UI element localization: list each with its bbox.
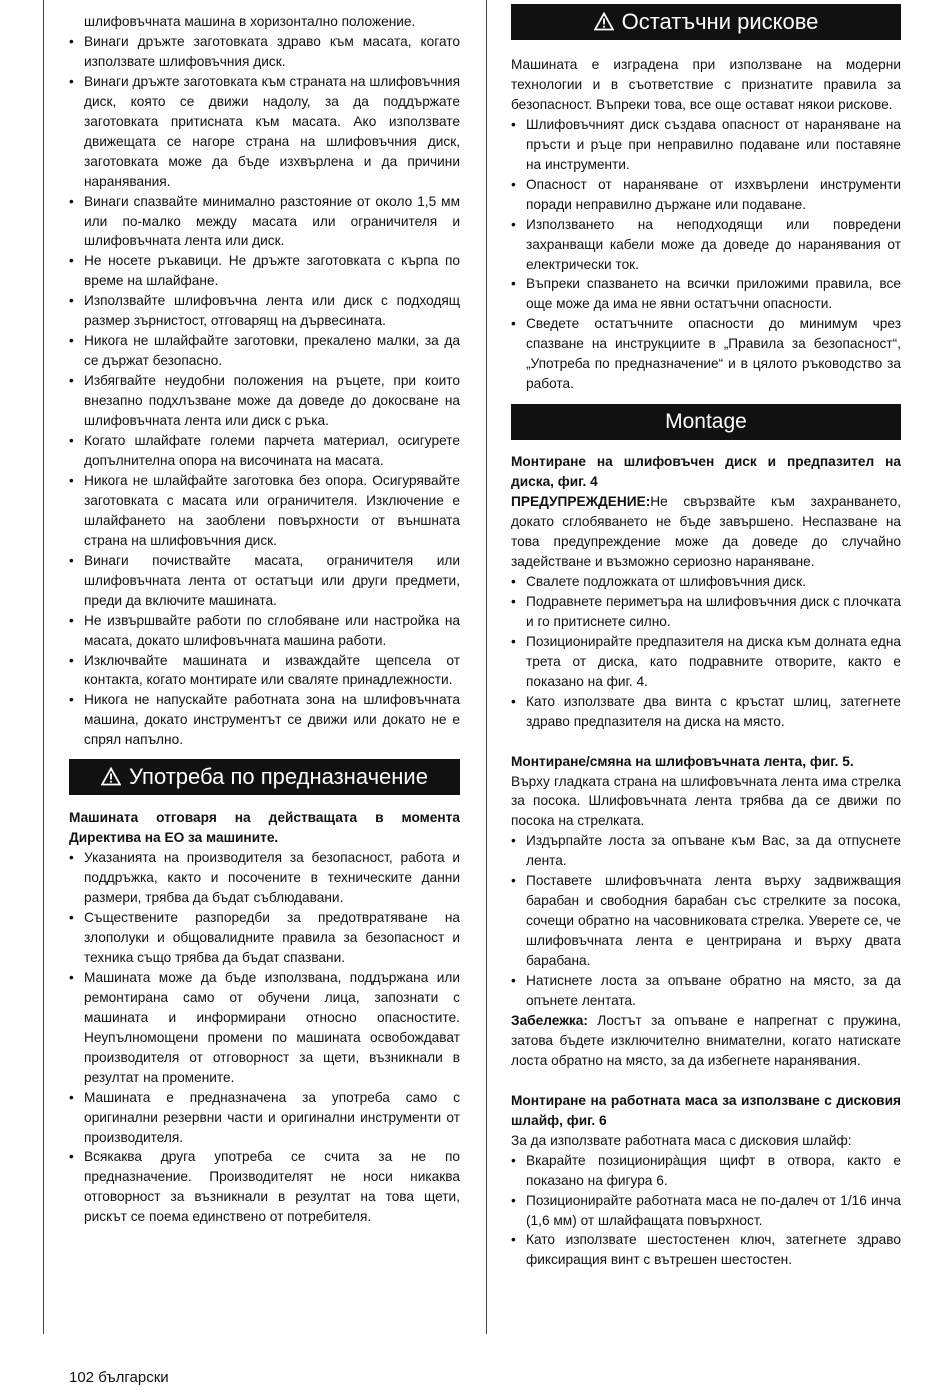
right-column bbox=[511, 4, 901, 1270]
list-item: • Натиснете лоста за опъване обратно на място, за да опънете лентата. bbox=[511, 971, 901, 1011]
list-item: • Никога не напускайте работната зона на шлифовъчната машина, докато инструментът се движи или докато не е спрял напълно. bbox=[69, 690, 460, 750]
list-item: • Издърпайте лоста за опъване към Вас, за да отпуснете лента. bbox=[511, 831, 901, 871]
usage-intro: Машината отговаря на действащата в момента Директива на ЕО за машините. bbox=[69, 810, 460, 846]
list-item: • Винаги спазвайте минимално разстояние от около 1,5 мм или по-малко между масата или ограничителя и шлифовъчната лента или диск. bbox=[69, 192, 460, 252]
list-item: • Не извършвайте работи по сглобяване или настройка на масата, докато шлифовъчната машина работи. bbox=[69, 611, 460, 651]
note-text: Лостът за опъване е напрегнат с пружина, затова бъдете изключително внимателни, когато натискате лоста обратно на място, за да избегнете наранявания. bbox=[511, 1012, 901, 1068]
list-item: • Когато шлайфате големи парчета материал, осигурете допълнителна опора на височината на масата. bbox=[69, 431, 460, 471]
disc-steps bbox=[511, 572, 901, 732]
safety-list bbox=[69, 32, 460, 750]
left-margin-rule bbox=[43, 0, 44, 1334]
list-item: • Вкарайте позиционирàщия щифт в отвора, както е показано на фигура 6. bbox=[511, 1151, 901, 1191]
list-item: • Шлифовъчният диск създава опасност от нараняване на пръсти и ръце при неправилно подаване или поставяне на инструменти. bbox=[511, 115, 901, 175]
warning-triangle-icon bbox=[101, 761, 121, 797]
page-footer: 102 български bbox=[69, 1369, 169, 1386]
list-item: • Не носете ръкавици. Не дръжте заготовката с кърпа по време на шлайфане. bbox=[69, 251, 460, 291]
list-item: • Опасност от нараняване от изхвърлени инструменти поради неправилно държане или подаване. bbox=[511, 175, 901, 215]
residual-list bbox=[511, 115, 901, 394]
list-item: • Използването на неподходящи или повредени захранващи кабели може да доведе до наранявания от електрически ток. bbox=[511, 215, 901, 275]
list-item: • Никога не шлайфайте заготовка без опора. Осигурявайте заготовката с масата или ограничителя. Изключение е шлайфането на заоблени повърхности от външната страна на шлифовъчния диск. bbox=[69, 471, 460, 551]
list-item: • Машината е предназначена за употреба само с оригинални резервни части и оригинални инструменти от производителя. bbox=[69, 1088, 460, 1148]
table-intro: За да използвате работната маса с дисковия шлайф: bbox=[511, 1132, 852, 1148]
list-item: • Винаги дръжте заготовката здраво към масата, когато използвате шлифовъчния диск. bbox=[69, 32, 460, 72]
warning-triangle-icon bbox=[594, 6, 614, 42]
list-item: • Съществените разпоредби за предотвратяване на злополуки и общовалидните правила за безопасност и техника също трябва да бъдат спазвани. bbox=[69, 908, 460, 968]
usage-list bbox=[69, 848, 460, 1227]
list-item: • Свалете подложката от шлифовъчния диск. bbox=[511, 572, 901, 592]
residual-heading-text: Остатъчни рискове bbox=[621, 9, 819, 34]
usage-heading bbox=[69, 759, 460, 795]
list-item: • Поставете шлифовъчната лента върху задвижващия барабан и свободния барабан със стрелките за посока, сочещи обратно на часовниковата стрелка. Уверете се, че шлифовъчната лента е центрирана и върху двата барабана. bbox=[511, 871, 901, 971]
disc-section-title: Монтиране на шлифовъчен диск и предпазител на диска, фиг. 4 bbox=[511, 454, 901, 490]
left-column bbox=[69, 12, 460, 1227]
disc-warning-label: ПРЕДУПРЕЖДЕНИЕ: bbox=[511, 494, 651, 510]
list-item: • Позиционирайте предпазителя на диска към долната една трета от диска, като подравните отворите, както е показано на фиг. 4. bbox=[511, 632, 901, 692]
note-label: Забележка: bbox=[511, 1012, 588, 1028]
belt-note bbox=[511, 1011, 901, 1071]
list-item: • Никога не шлайфайте заготовки, прекалено малки, за да се държат безопасно. bbox=[69, 331, 460, 371]
list-item: • Въпреки спазването на всички приложими правила, все още може да има не явни остатъчни опасности. bbox=[511, 274, 901, 314]
column-divider bbox=[486, 0, 487, 1334]
belt-steps bbox=[511, 831, 901, 1011]
belt-intro: Върху гладката страна на шлифовъчната лента има стрелка за посока. Шлифовъчната лента трябва да се движи по посока на стрелката. bbox=[511, 773, 901, 829]
residual-intro: Машината е изградена при използване на модерни технологии и в съответствие с признатите правила за безопасност. Въпреки това, все още остават някои рискове. bbox=[511, 57, 901, 112]
list-item: • Машината може да бъде използвана, поддържана или ремонтирана само от обучени лица, запознати с машината и информирани относно опасностите. Неупълномощени промени по машината освобождават производителя от отговорност за щети, възникнали в резултат на промените. bbox=[69, 968, 460, 1088]
disc-warning-text: Не свързвайте към захранването, докато сглобяването не бъде завършено. Неспазване на това предупреждение може да доведе до случайно задействане и възможно сериозно нараняване. bbox=[511, 494, 901, 569]
list-item: • Избягвайте неудобни положения на ръцете, при които внезапно подхлъзване може да доведе до докосване на шлифовъчната лента или диск с ръка. bbox=[69, 371, 460, 431]
list-item: • Като използвате шестостенен ключ, затегнете здраво фиксиращия винт с вътрешен шестостен. bbox=[511, 1230, 901, 1270]
table-steps bbox=[511, 1151, 901, 1271]
continuation-line: шлифовъчната машина в хоризонтално положение. bbox=[84, 14, 416, 29]
list-item: • Като използвате два винта с кръстат шлиц, затегнете здраво предпазителя на диска на място. bbox=[511, 692, 901, 732]
list-item: • Подравнете периметъра на шлифовъчния диск с плочката и го притиснете силно. bbox=[511, 592, 901, 632]
list-item: • Винаги дръжте заготовката към страната на шлифовъчния диск, която се движи надолу, за да поддържате заготовката притисната към масата. Ако използвате движещата се нагоре страна на шлифовъчния диск, заготовката може да бъде изхвърлена и да причини наранявания. bbox=[69, 72, 460, 192]
montage-heading: Montage bbox=[511, 404, 901, 440]
list-item: • Използвайте шлифовъчна лента или диск с подходящ размер зърнистост, отговарящ на дървесината. bbox=[69, 291, 460, 331]
list-item: • Указанията на производителя за безопасност, работа и поддръжка, както и посочените в техническите данни размери, трябва да бъдат съблюдавани. bbox=[69, 848, 460, 908]
list-item: • Сведете остатъчните опасности до минимум чрез спазване на инструкциите в „Правила за безопасност“, „Употреба по предназначение“ и в цялото ръководство за работа. bbox=[511, 314, 901, 394]
list-item: • Винаги почиствайте масата, ограничителя или шлифовъчната лента от остатъци или други предмети, преди да включите машината. bbox=[69, 551, 460, 611]
residual-heading bbox=[511, 4, 901, 40]
belt-section-title: Монтиране/смяна на шлифовъчната лента, фиг. 5. bbox=[511, 753, 854, 769]
list-item: • Изключвайте машината и изваждайте щепсела от контакта, когато монтирате или сваляте принадлежности. bbox=[69, 651, 460, 691]
list-item: • Всякаква друга употреба се счита за не по предназначение. Производителят не носи никаква отговорност за възникнали в резултат на това щети, рискът се поема единствено от потребителя. bbox=[69, 1147, 460, 1227]
table-section-title: Монтиране на работната маса за използване с дисковия шлайф, фиг. 6 bbox=[511, 1092, 901, 1128]
list-item: • Позиционирайте работната маса не по-далеч от 1/16 инча (1,6 мм) от шлайфащата повърхност. bbox=[511, 1191, 901, 1231]
disc-warning bbox=[511, 492, 901, 572]
usage-heading-text: Употреба по предназначение bbox=[129, 764, 428, 790]
